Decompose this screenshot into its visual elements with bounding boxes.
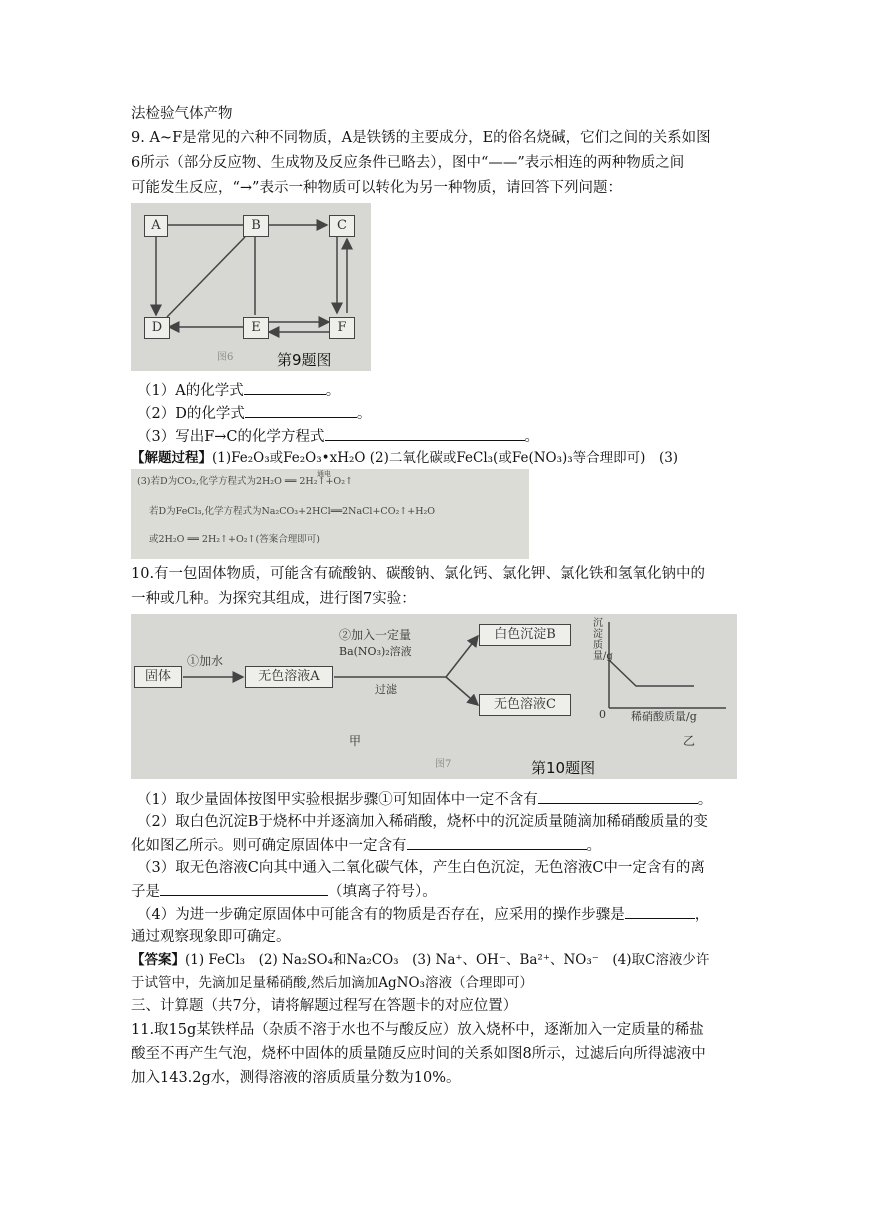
q10-answer-text-1: (1) FeCl₃ (2) Na₂SO₄和Na₂CO₃ (3) Na⁺、OH⁻、Ba²⁺、NO₃⁻ (4)取C溶液少许 — [185, 952, 710, 968]
node-e: E — [243, 317, 269, 339]
q10-sub1-blank[interactable] — [538, 789, 698, 804]
q9-faint-figure-label: 图6 — [217, 352, 234, 363]
q9-sub3-period: 。 — [524, 429, 540, 445]
q10-sub4-blank[interactable] — [625, 904, 695, 919]
filter-label: 过滤 — [375, 683, 397, 696]
box-precipitate-b: 白色沉淀B — [479, 624, 571, 646]
q9-solution-text: (1)Fe₂O₃或Fe₂O₃•xH₂O (2)二氧化碳或FeCl₃(或Fe(NO₃)₃等合理即可) (3) — [212, 450, 679, 466]
q10-sub2-period: 。 — [586, 838, 601, 854]
q10-answer-line-2: 于试管中，先滴加足量稀硝酸,然后加滴加AgNO₃溶液（合理即可） — [131, 975, 533, 991]
q10-diagram-lines — [131, 614, 737, 779]
q9-sub1-text: （1）A的化学式 — [137, 383, 244, 399]
q10-sub3: （3）取无色溶液C向其中通入二氧化碳气体，产生白色沉淀，无色溶液C中一定含有的离 — [137, 860, 705, 876]
header-line: 法检验气体产物 — [131, 106, 233, 122]
q10-sub1-text: （1）取少量固体按图甲实验根据步骤①可知固体中一定不含有 — [137, 792, 538, 808]
q9-sub2 — [137, 403, 371, 424]
q10-sub1 — [137, 789, 712, 810]
q9-sub2-text: （2）D的化学式 — [137, 406, 245, 422]
q10-sub2: （2）取白色沉淀B于烧杯中并逐滴加入稀硝酸，烧杯中的沉淀质量随滴加稀硝酸质量的变 — [137, 814, 708, 830]
q9-sub3-text: （3）写出F→C的化学方程式 — [137, 429, 325, 445]
step1-label: ①加水 — [187, 654, 224, 668]
q9-sub2-period: 。 — [356, 406, 372, 422]
q9-sub3-blank[interactable] — [325, 426, 525, 441]
q10-sub4b: 通过观察现象即可确定。 — [131, 929, 291, 945]
q9-solution-label: 【解题过程】 — [131, 450, 212, 466]
step2-label-1: ②加入一定量 — [339, 628, 412, 642]
q10-stem-line-2: 一种或几种。为探究其组成，进行图7实验： — [131, 591, 416, 607]
q9-stem-line-1: 9. A~F是常见的六种不同物质，A是铁锈的主要成分，E的俗名烧碱，它们之间的关系如图 — [131, 130, 711, 146]
box-solution-a: 无色溶液A — [245, 666, 333, 688]
q9-stem-line-2: 6所示（部分反应物、生成物及反应条件已略去），图中“——”表示相连的两种物质之间 — [131, 155, 685, 171]
q9-sub2-blank[interactable] — [245, 403, 357, 418]
step2-label-2: Ba(NO₃)₂溶液 — [339, 645, 412, 658]
q11-line-2: 酸至不再产生气泡，烧杯中固体的质量随反应时间的关系如图8所示，过滤后向所得滤液中 — [131, 1046, 706, 1062]
answer-image-line-1: (3)若D为CO₂,化学方程式为2H₂O ══ 2H₂↑+O₂↑ — [137, 476, 353, 487]
figure-label-yi: 乙 — [683, 734, 696, 748]
graph-xlabel: 稀硝酸质量/g — [631, 710, 697, 723]
q10-sub3-blank[interactable] — [160, 881, 328, 896]
node-d: D — [144, 317, 170, 339]
q10-sub2b — [131, 835, 601, 856]
node-b: B — [243, 215, 269, 237]
q10-sub3c-text: （填离子符号）。 — [328, 884, 437, 900]
box-solid: 固体 — [134, 666, 182, 688]
answer-image-line-3: 或2H₂O ══ 2H₂↑+O₂↑(答案合理即可) — [149, 534, 320, 545]
answer-image-condition: 通电 — [317, 470, 331, 478]
node-a: A — [144, 215, 168, 237]
q10-figure-caption: 第10题图 — [531, 759, 596, 777]
q10-answer-line-1 — [131, 950, 709, 970]
q11-line-1: 11.取15g某铁样品（杂质不溶于水也不与酸反应）放入烧杯中，逐渐加入一定质量的稀盐 — [131, 1022, 704, 1038]
q10-sub4-text: （4）为进一步确定原固体中可能含有的物质是否存在，应采用的操作步骤是 — [137, 907, 625, 923]
q10-sub2-blank[interactable] — [407, 835, 587, 850]
q9-sub1 — [137, 380, 340, 401]
q10-faint-figure-label: 图7 — [435, 759, 452, 770]
answer-image-line-2: 若D为FeCl₃,化学方程式为Na₂CO₃+2HCl══2NaCl+CO₂↑+H₂O — [149, 506, 436, 517]
q9-figure-caption: 第9题图 — [277, 351, 332, 369]
q11-line-3: 加入143.2g水，测得溶液的溶质质量分数为10%。 — [131, 1070, 461, 1086]
q10-sub1-period: 。 — [697, 792, 713, 808]
q9-sub1-blank[interactable] — [244, 380, 326, 395]
q9-stem-line-3: 可能发生反应，“→”表示一种物质可以转化为另一种物质，请回答下列问题： — [131, 180, 622, 196]
q10-answer-label: 【答案】 — [131, 952, 185, 968]
q9-solution — [131, 448, 678, 468]
q10-sub4-end: ， — [694, 907, 710, 923]
graph-origin: 0 — [599, 708, 606, 721]
q9-sub3 — [137, 426, 539, 447]
figure-label-jia: 甲 — [349, 734, 362, 748]
q10-sub3b-text: 子是 — [131, 884, 160, 900]
q9-sub1-period: 。 — [325, 383, 341, 399]
q10-sub4 — [137, 904, 709, 925]
box-solution-c: 无色溶液C — [479, 694, 571, 716]
q9-figure — [131, 203, 371, 371]
q9-answer-image — [131, 469, 529, 559]
section-3-heading: 三、计算题（共7分，请将解题过程写在答题卡的对应位置） — [131, 998, 518, 1014]
node-f: F — [329, 317, 355, 339]
node-c: C — [329, 215, 355, 237]
q10-sub2b-text: 化如图乙所示。则可确定原固体中一定含有 — [131, 838, 407, 854]
graph-ylabel: 沉淀质量/g — [593, 618, 613, 662]
q10-stem-line-1: 10.有一包固体物质，可能含有硫酸钠、碳酸钠、氯化钙、氯化钾、氯化铁和氢氧化钠中的 — [131, 566, 706, 582]
q10-sub3b — [131, 881, 437, 902]
q10-figure — [131, 614, 737, 779]
